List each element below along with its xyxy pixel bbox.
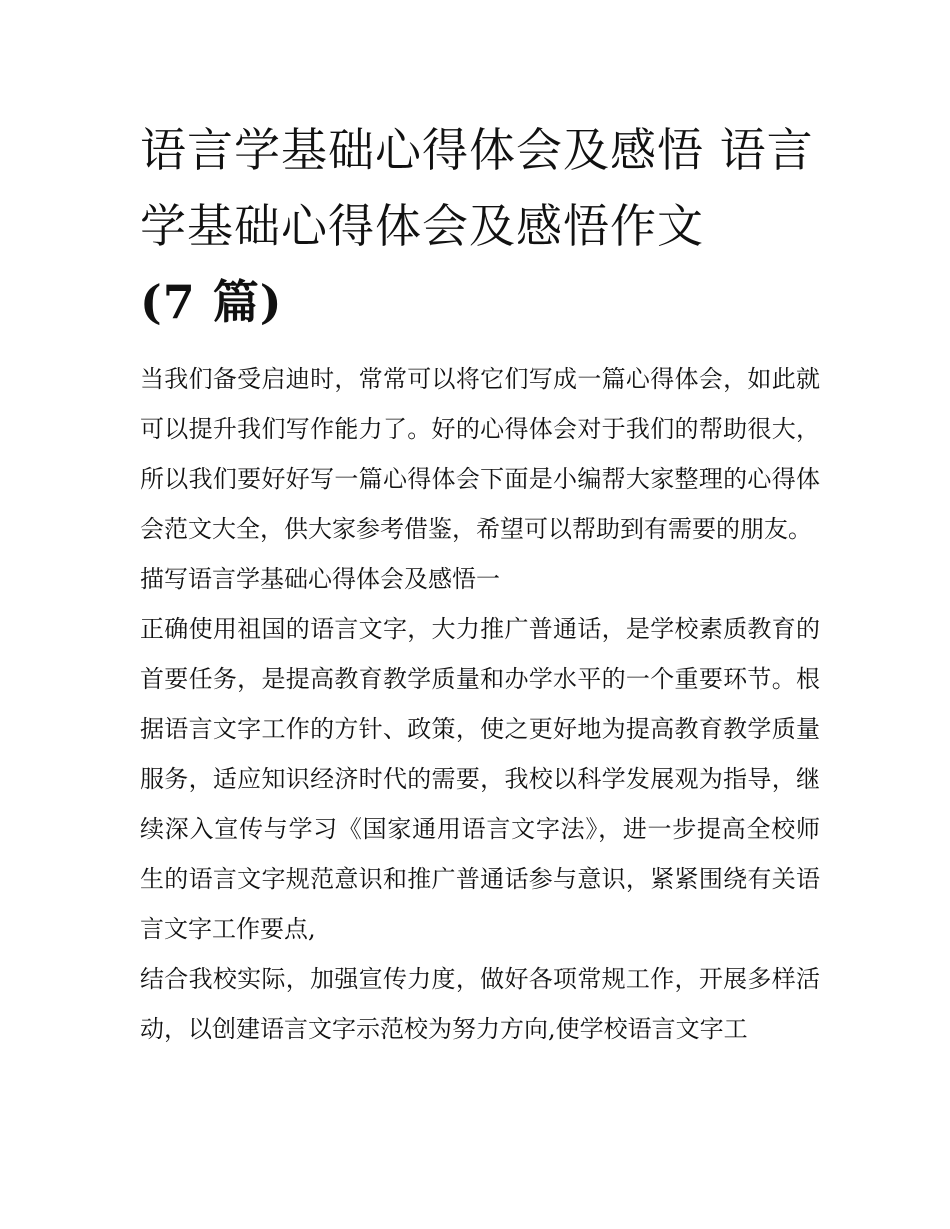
body-paragraph-2: 结合我校实际，加强宣传力度，做好各项常规工作，开展多样活动，以创建语言文字示范校为努力方向,使学校语言文字工 — [140, 965, 820, 1043]
document-title — [140, 112, 820, 340]
section-heading: 描写语言学基础心得体会及感悟一 — [140, 565, 500, 593]
title-text: 语言学基础心得体会及感悟 语言学基础心得体会及感悟作文 — [140, 123, 814, 253]
document-page — [140, 112, 820, 1054]
title-count: (7 篇) — [140, 275, 283, 329]
intro-paragraph: 当我们备受启迪时，常常可以将它们写成一篇心得体会，如此就可以提升我们写作能力了。好的心得体会对于我们的帮助很大，所以我们要好好写一篇心得体会下面是小编帮大家整理的心得体会范文大全，供大家参考借鉴，希望可以帮助到有需要的朋友。 — [140, 365, 820, 543]
body-paragraph-1: 正确使用祖国的语言文字，大力推广普通话，是学校素质教育的首要任务，是提高教育教学质量和办学水平的一个重要环节。根据语言文字工作的方针、政策，使之更好地为提高教育教学质量服务，适应知识经济时代的需要，我校以科学发展观为指导，继续深入宣传与学习《国家通用语言文字法》，进一步提高全校师生的语言文字规范意识和推广普通话参与意识，紧紧围绕有关语言文字工作要点, — [140, 615, 820, 943]
